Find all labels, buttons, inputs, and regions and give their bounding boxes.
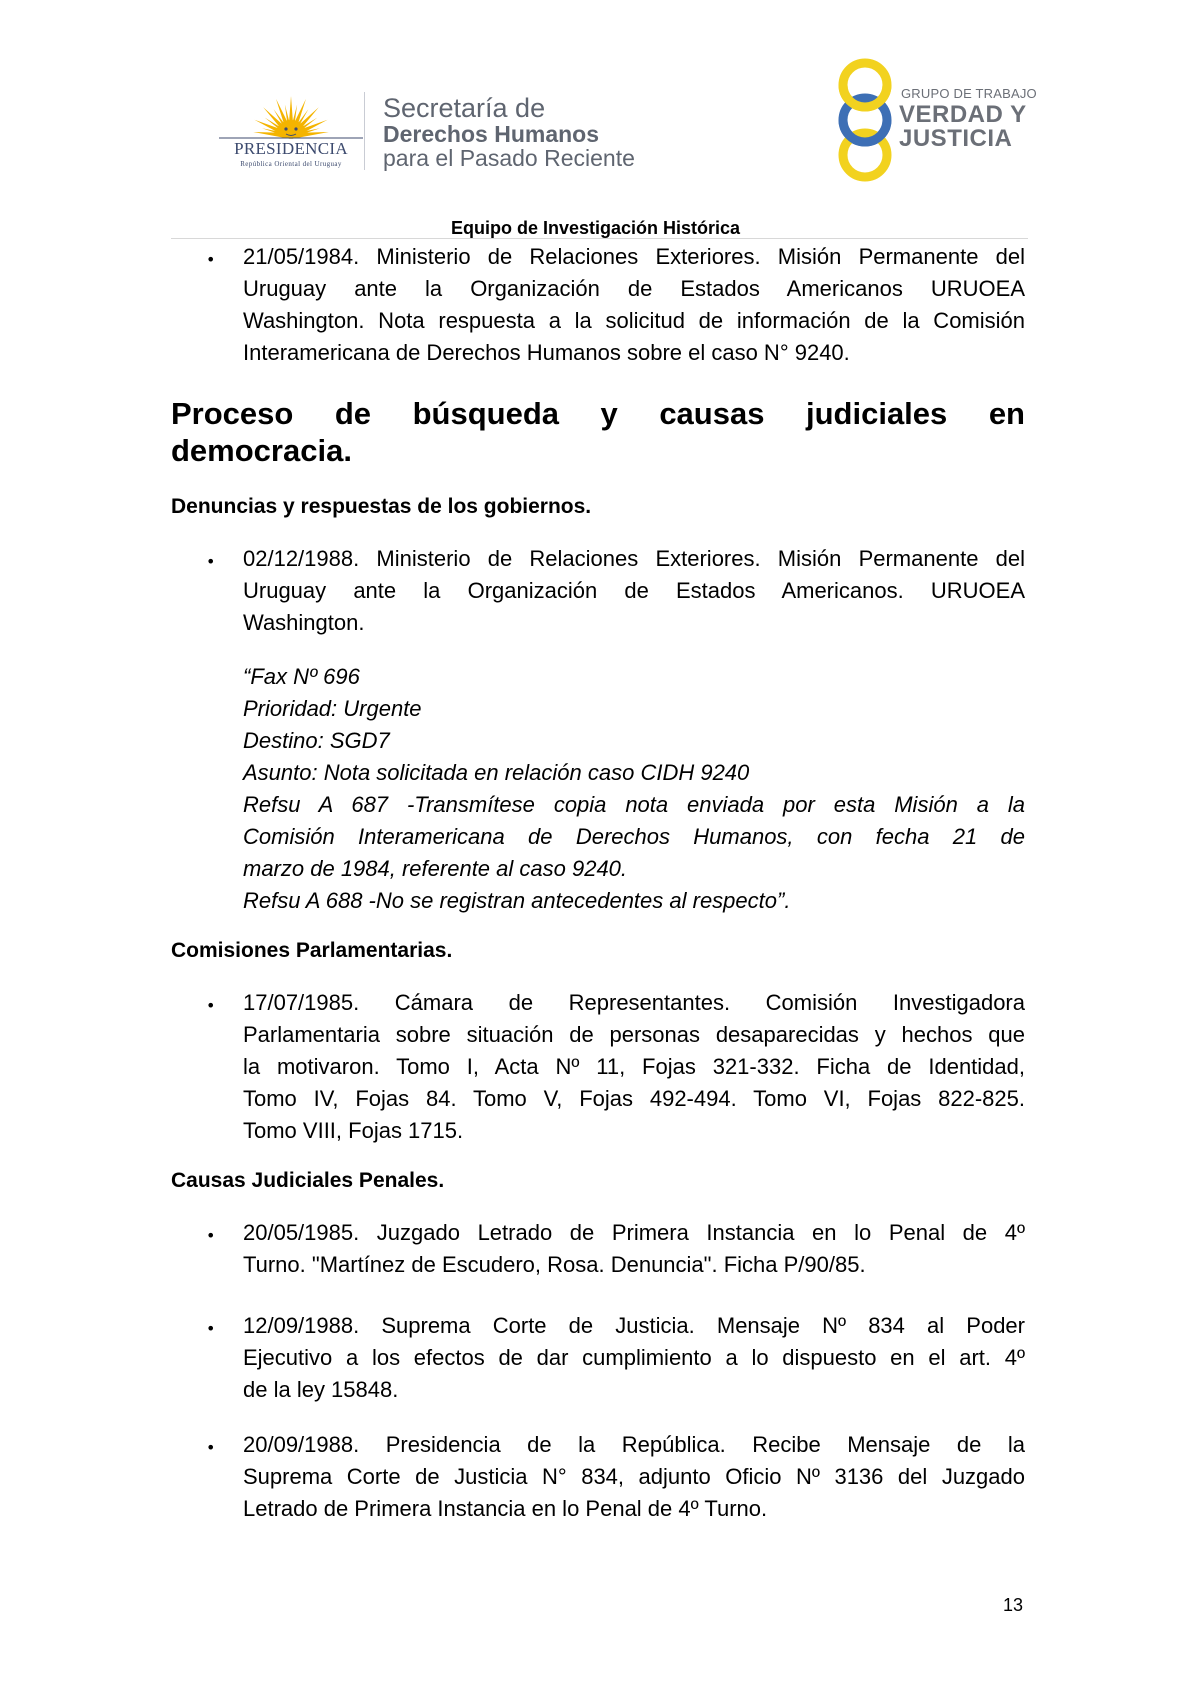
list-item [243,1310,1025,1406]
section-title-line: democracia. [171,433,352,468]
bullet-icon: • [206,1226,216,1245]
verdad-y-label: VERDAD Y [899,101,1027,128]
quote-line: Asunto: Nota solicitada en relación caso CIDH 9240 [243,760,750,785]
secretaria-line-2: Derechos Humanos [383,121,600,147]
bullet-icon: • [206,1438,216,1457]
quote-line: “Fax Nº 696 [243,664,360,689]
text-line: de la ley 15848. [243,1377,399,1402]
section-title [171,395,1025,469]
justicia-label: JUSTICIA [899,125,1013,152]
text-line: 12/09/1988. Suprema Corte de Justicia. Mensaje Nº 834 al Poder [243,1313,1025,1338]
text-line: Parlamentaria sobre situación de personas desaparecidas y hechos que [243,1022,1025,1047]
text-line: Ejecutivo a los efectos de dar cumplimiento a lo dispuesto en el art. 4º [243,1345,1025,1370]
list-item [243,241,1025,369]
list-item [243,543,1025,639]
list-item [243,1217,1025,1281]
text-line: Uruguay ante la Organización de Estados Americanos. URUOEA [243,578,1025,603]
quote-line: Refsu A 687 -Transmítese copia nota enviada por esta Misión a la [243,792,1025,817]
grupo-trabajo-rings-logo [820,55,910,185]
text-line: Turno. "Martínez de Escudero, Rosa. Denuncia". Ficha P/90/85. [243,1252,866,1277]
text-line: 17/07/1985. Cámara de Representantes. Comisión Investigadora [243,990,1025,1015]
text-line: Suprema Corte de Justicia N° 834, adjunto Oficio Nº 3136 del Juzgado [243,1464,1025,1489]
team-heading: Equipo de Investigación Histórica [450,218,741,238]
text-line: Letrado de Primera Instancia en lo Penal de 4º Turno. [243,1496,768,1521]
page-number: 13 [1003,1595,1024,1615]
list-item [243,987,1025,1147]
presidencia-wordmark: PRESIDENCIA [234,139,348,158]
header-divider [171,238,1028,239]
grupo-trabajo-caption: GRUPO DE TRABAJO [901,86,1037,101]
text-line: Tomo IV, Fojas 84. Tomo V, Fojas 492-494. Tomo VI, Fojas 822-825. [243,1086,1025,1111]
fax-quote [243,661,1025,917]
text-line: 20/09/1988. Presidencia de la República. Recibe Mensaje de la [243,1432,1025,1457]
text-line: Tomo VIII, Fojas 1715. [243,1118,464,1143]
subsection-title: Causas Judiciales Penales. [171,1169,445,1192]
bullet-icon: • [206,250,216,269]
secretaria-line-1: Secretaría de [383,93,546,123]
section-title-line: Proceso de búsqueda y causas judiciales en [171,396,1025,431]
text-line: la motivaron. Tomo I, Acta Nº 11, Fojas 321-332. Ficha de Identidad, [243,1054,1025,1079]
text-line: 02/12/1988. Ministerio de Relaciones Exteriores. Misión Permanente del [243,546,1025,571]
quote-line: Comisión Interamericana de Derechos Humanos, con fecha 21 de [243,824,1025,849]
quote-line: Refsu A 688 -No se registran antecedentes al respecto”. [243,888,791,913]
text-line: Interamericana de Derechos Humanos sobre el caso N° 9240. [243,340,850,365]
subsection-title: Comisiones Parlamentarias. [171,939,453,962]
presidencia-subtitle: República Oriental del Uruguay [240,160,342,168]
text-line: 20/05/1985. Juzgado Letrado de Primera Instancia en lo Penal de 4º [243,1220,1025,1245]
secretaria-line-3: para el Pasado Reciente [383,145,635,171]
quote-line: Prioridad: Urgente [243,696,422,721]
text-line: 21/05/1984. Ministerio de Relaciones Exteriores. Misión Permanente del [243,244,1025,269]
quote-line: marzo de 1984, referente al caso 9240. [243,856,628,881]
list-item [243,1429,1025,1525]
text-line: Uruguay ante la Organización de Estados Americanos URUOEA [243,276,1025,301]
bullet-icon: • [206,1319,216,1338]
bullet-icon: • [206,996,216,1015]
quote-line: Destino: SGD7 [243,728,390,753]
text-line: Washington. Nota respuesta a la solicitud de información de la Comisión [243,308,1025,333]
bullet-icon: • [206,552,216,571]
logo-separator [364,92,365,170]
subsection-title: Denuncias y respuestas de los gobiernos. [171,495,592,518]
text-line: Washington. [243,610,365,635]
